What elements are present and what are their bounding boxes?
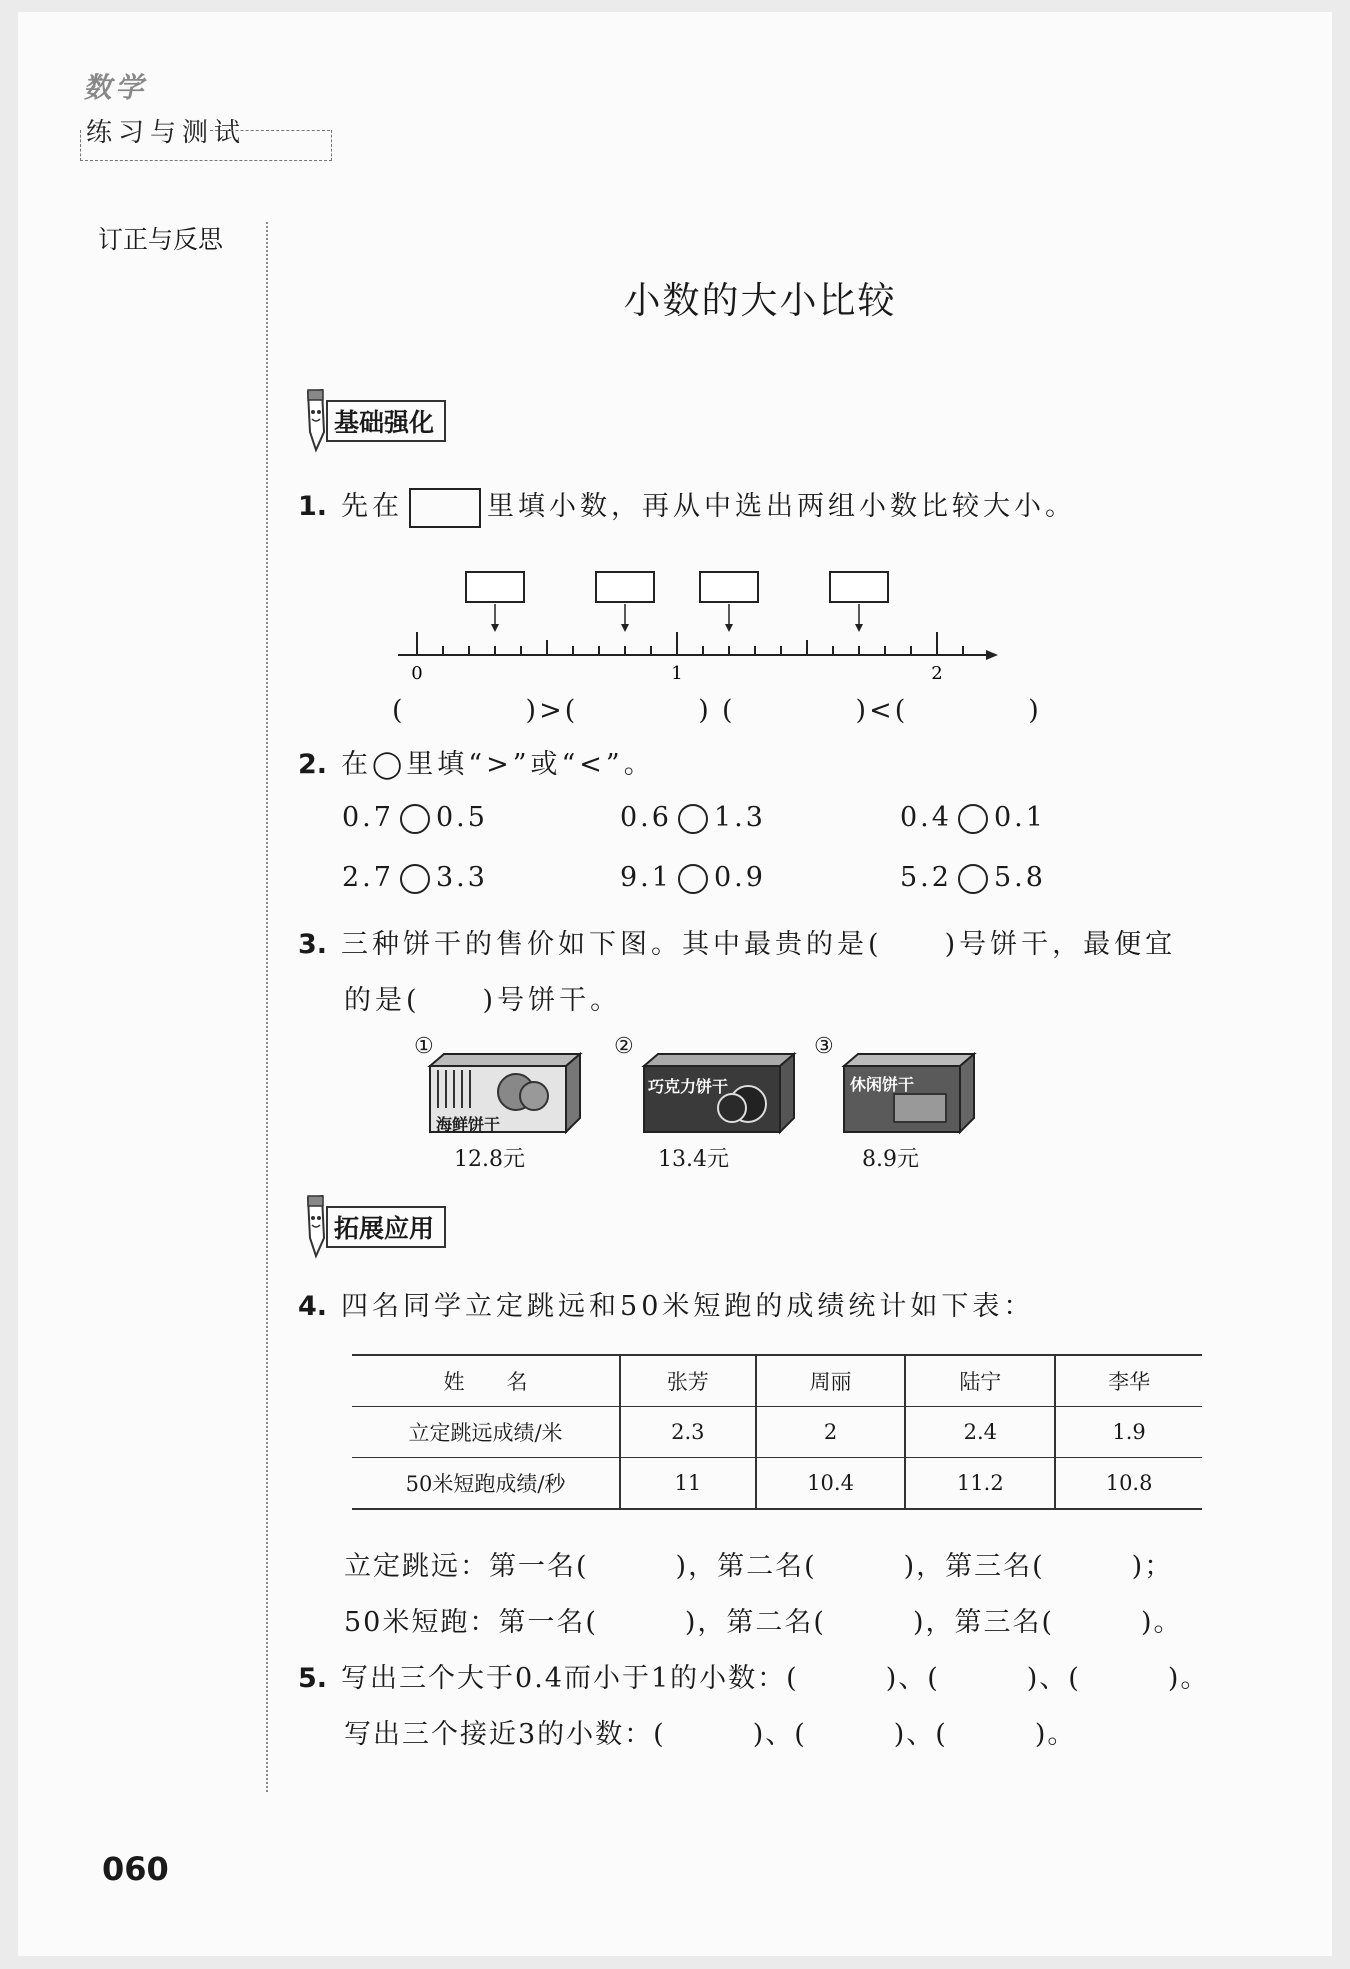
question-5-line2: 写出三个接近3的小数：( )、( )、( )。 [344, 1719, 1077, 1750]
table-cell: 50米短跑成绩/秒 [352, 1458, 620, 1510]
question-5 [298, 1656, 1209, 1695]
compare-pair [342, 862, 488, 894]
table-cell: 2 [756, 1407, 906, 1458]
answer-circle[interactable] [678, 864, 708, 894]
answer-box-4[interactable] [830, 572, 888, 632]
biscuit-price: 13.4元 [658, 1147, 729, 1172]
tick-label-0: 0 [411, 663, 423, 684]
biscuit-brand: 海鲜饼干 [436, 1115, 501, 1134]
question-5-line1: 写出三个大于0.4而小于1的小数：( )、( )、( )。 [341, 1663, 1210, 1694]
question-4 [298, 1284, 1034, 1323]
header-subject: 数学 [82, 71, 154, 104]
pair-left: 2.7 [342, 862, 394, 893]
tick-label-2: 2 [931, 663, 943, 684]
header-series: 练习与测试 [86, 118, 247, 148]
pair-left: 0.4 [900, 802, 952, 833]
biscuit-brand: 休闲饼干 [850, 1075, 915, 1094]
table-header-cell: 张芳 [620, 1355, 756, 1407]
question-3-line2: 的是( )号饼干。 [344, 985, 622, 1016]
pair-right: 0.9 [713, 862, 766, 893]
question-4-line1: 立定跳远：第一名( )，第二名( )，第三名( )； [344, 1551, 1174, 1582]
question-5-number: 5. [298, 1663, 328, 1694]
answer-circle[interactable] [400, 864, 430, 894]
answer-box-1[interactable] [466, 572, 524, 632]
table-header-cell: 李华 [1055, 1355, 1202, 1407]
question-2-text: 在◯里填“>”或“<”。 [341, 749, 655, 780]
biscuit-price: 8.9元 [862, 1147, 919, 1172]
tick-label-1: 1 [671, 663, 683, 684]
header-dashed-line [210, 130, 330, 131]
table-header-cell: 姓 名 [352, 1355, 620, 1407]
header-dashed-frame [80, 130, 332, 161]
number-line-arrowhead [986, 650, 998, 660]
question-1-number: 1. [298, 491, 328, 522]
pair-left: 0.7 [342, 802, 394, 833]
question-4-text: 四名同学立定跳远和50米短跑的成绩统计如下表： [341, 1291, 1035, 1322]
compare-pair [620, 862, 766, 894]
correction-column-label: 订正与反思 [98, 225, 224, 254]
answer-circle[interactable] [400, 804, 430, 834]
table-cell: 10.4 [756, 1458, 906, 1510]
pair-right: 5.8 [993, 862, 1046, 893]
question-3-number: 3. [298, 929, 328, 960]
section-extend-label: 拓展应用 [326, 1206, 446, 1248]
compare-pair [620, 802, 766, 834]
section-basic [300, 388, 446, 454]
table-cell: 10.8 [1055, 1458, 1202, 1510]
pair-left: 9.1 [620, 862, 672, 893]
table-header-cell: 陆宁 [905, 1355, 1055, 1407]
biscuit-brand: 巧克力饼干 [648, 1077, 729, 1096]
biscuit-price: 12.8元 [454, 1147, 525, 1172]
pair-right: 0.5 [435, 802, 488, 833]
question-1 [298, 484, 1076, 528]
number-line [390, 560, 1000, 690]
answer-box-2[interactable] [596, 572, 654, 632]
question-3 [298, 922, 1176, 961]
table-cell: 立定跳远成绩/米 [352, 1407, 620, 1458]
pair-left: 0.6 [620, 802, 672, 833]
table-row [352, 1458, 1202, 1510]
pair-right: 0.1 [993, 802, 1046, 833]
margin-divider [266, 222, 268, 1792]
question-2 [298, 742, 655, 781]
table-cell: 11 [620, 1458, 756, 1510]
table-cell: 2.4 [905, 1407, 1055, 1458]
answer-box-sample [409, 488, 481, 528]
question-1-text-a: 先在 [341, 491, 404, 522]
question-2-number: 2. [298, 749, 328, 780]
compare-pair [900, 802, 1046, 834]
question-1-text-b: 里填小数，再从中选出两组小数比较大小。 [487, 491, 1077, 522]
pair-right: 3.3 [435, 862, 488, 893]
answer-circle[interactable] [958, 804, 988, 834]
question-4-number: 4. [298, 1291, 328, 1322]
compare-pair [342, 802, 488, 834]
page-number: 060 [102, 1850, 169, 1888]
comparison-less: ( )<( ) [722, 695, 1042, 726]
item-number: ③ [814, 1034, 834, 1059]
pair-left: 5.2 [900, 862, 952, 893]
biscuit-item-3 [814, 1034, 984, 1172]
answer-circle[interactable] [958, 864, 988, 894]
table-row [352, 1407, 1202, 1458]
table-cell: 2.3 [620, 1407, 756, 1458]
comparison-greater: ( )>( ) [392, 695, 712, 726]
table-header-row [352, 1355, 1202, 1407]
section-basic-label: 基础强化 [326, 400, 446, 442]
table-header-cell: 周丽 [756, 1355, 906, 1407]
compare-pair [900, 862, 1046, 894]
page-title: 小数的大小比较 [623, 279, 897, 322]
table-cell: 1.9 [1055, 1407, 1202, 1458]
answer-box-3[interactable] [700, 572, 758, 632]
question-3-line1: 三种饼干的售价如下图。其中最贵的是( )号饼干，最便宜 [341, 929, 1177, 960]
pair-right: 1.3 [713, 802, 766, 833]
table-cell: 11.2 [905, 1458, 1055, 1510]
answer-circle[interactable] [678, 804, 708, 834]
biscuit-item-2 [614, 1034, 784, 1172]
biscuit-item-1 [414, 1034, 584, 1172]
section-extend [300, 1194, 446, 1260]
item-number: ① [414, 1034, 434, 1059]
question-4-line2: 50米短跑：第一名( )，第二名( )，第三名( )。 [344, 1607, 1183, 1638]
item-number: ② [614, 1034, 634, 1059]
results-table [352, 1354, 1202, 1510]
